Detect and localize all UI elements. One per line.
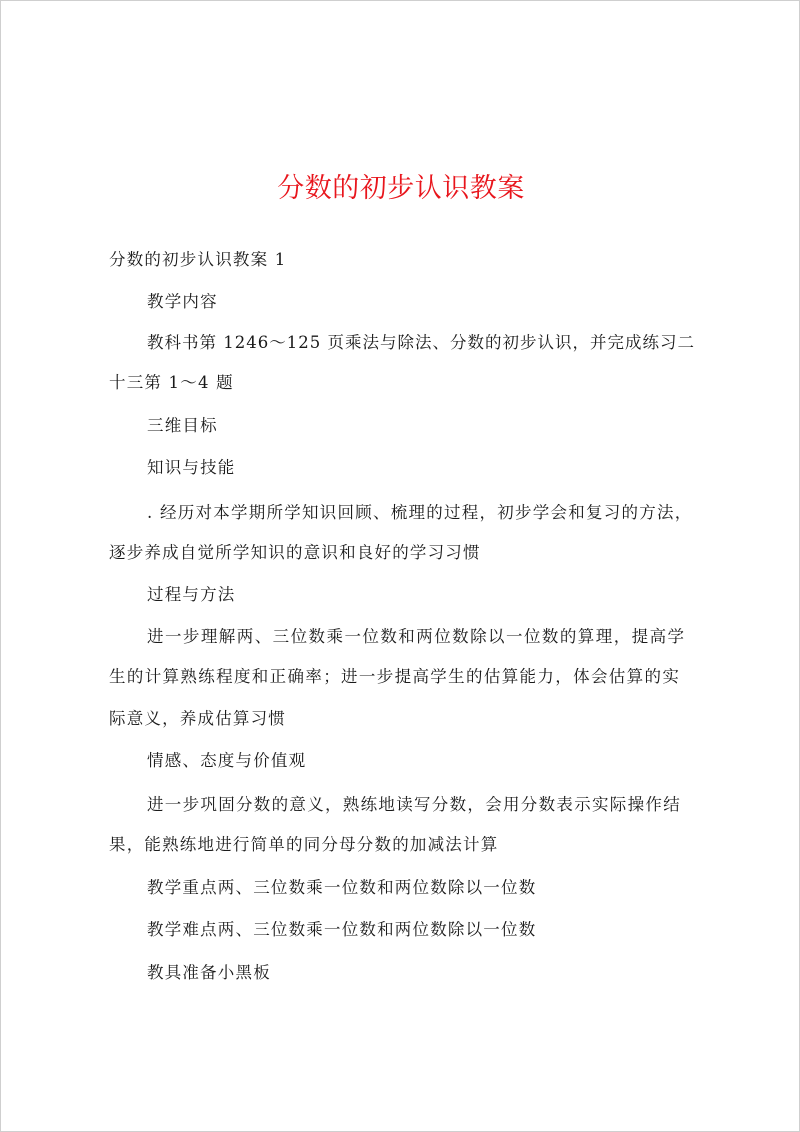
paragraph-line: 际意义，养成估算习惯	[109, 709, 286, 728]
teaching-key-points: 教学重点两、三位数乘一位数和两位数除以一位数	[147, 878, 537, 897]
subheading-objectives: 三维目标	[147, 416, 218, 435]
paragraph-line: 进一步理解两、三位数乘一位数和两位数除以一位数的算理，提高学	[147, 627, 686, 646]
subheading-process-methods: 过程与方法	[147, 585, 236, 604]
document-title: 分数的初步认识教案	[277, 173, 525, 204]
paragraph-line: 逐步养成自觉所学知识的意识和良好的学习习惯	[109, 543, 481, 562]
subheading-emotion-values: 情感、态度与价值观	[147, 751, 307, 770]
teaching-aids: 教具准备小黑板	[147, 963, 271, 982]
subheading-knowledge-skills: 知识与技能	[147, 458, 236, 477]
teaching-difficulties: 教学难点两、三位数乘一位数和两位数除以一位数	[147, 920, 537, 939]
subheading-teaching-content: 教学内容	[147, 292, 218, 311]
paragraph-line: . 经历对本学期所学知识回顾、梳理的过程，初步学会和复习的方法，	[147, 503, 693, 522]
section-heading: 分数的初步认识教案 1	[109, 250, 287, 269]
paragraph-line: 生的计算熟练程度和正确率；进一步提高学生的估算能力，体会估算的实	[109, 667, 681, 686]
paragraph-line: 果，能熟练地进行简单的同分母分数的加减法计算	[109, 835, 499, 854]
paragraph-line: 教科书第 1246～125 页乘法与除法、分数的初步认识，并完成练习二	[147, 333, 695, 352]
paragraph-line: 十三第 1～4 题	[109, 373, 234, 392]
paragraph-line: 进一步巩固分数的意义，熟练地读写分数，会用分数表示实际操作结	[147, 795, 681, 814]
